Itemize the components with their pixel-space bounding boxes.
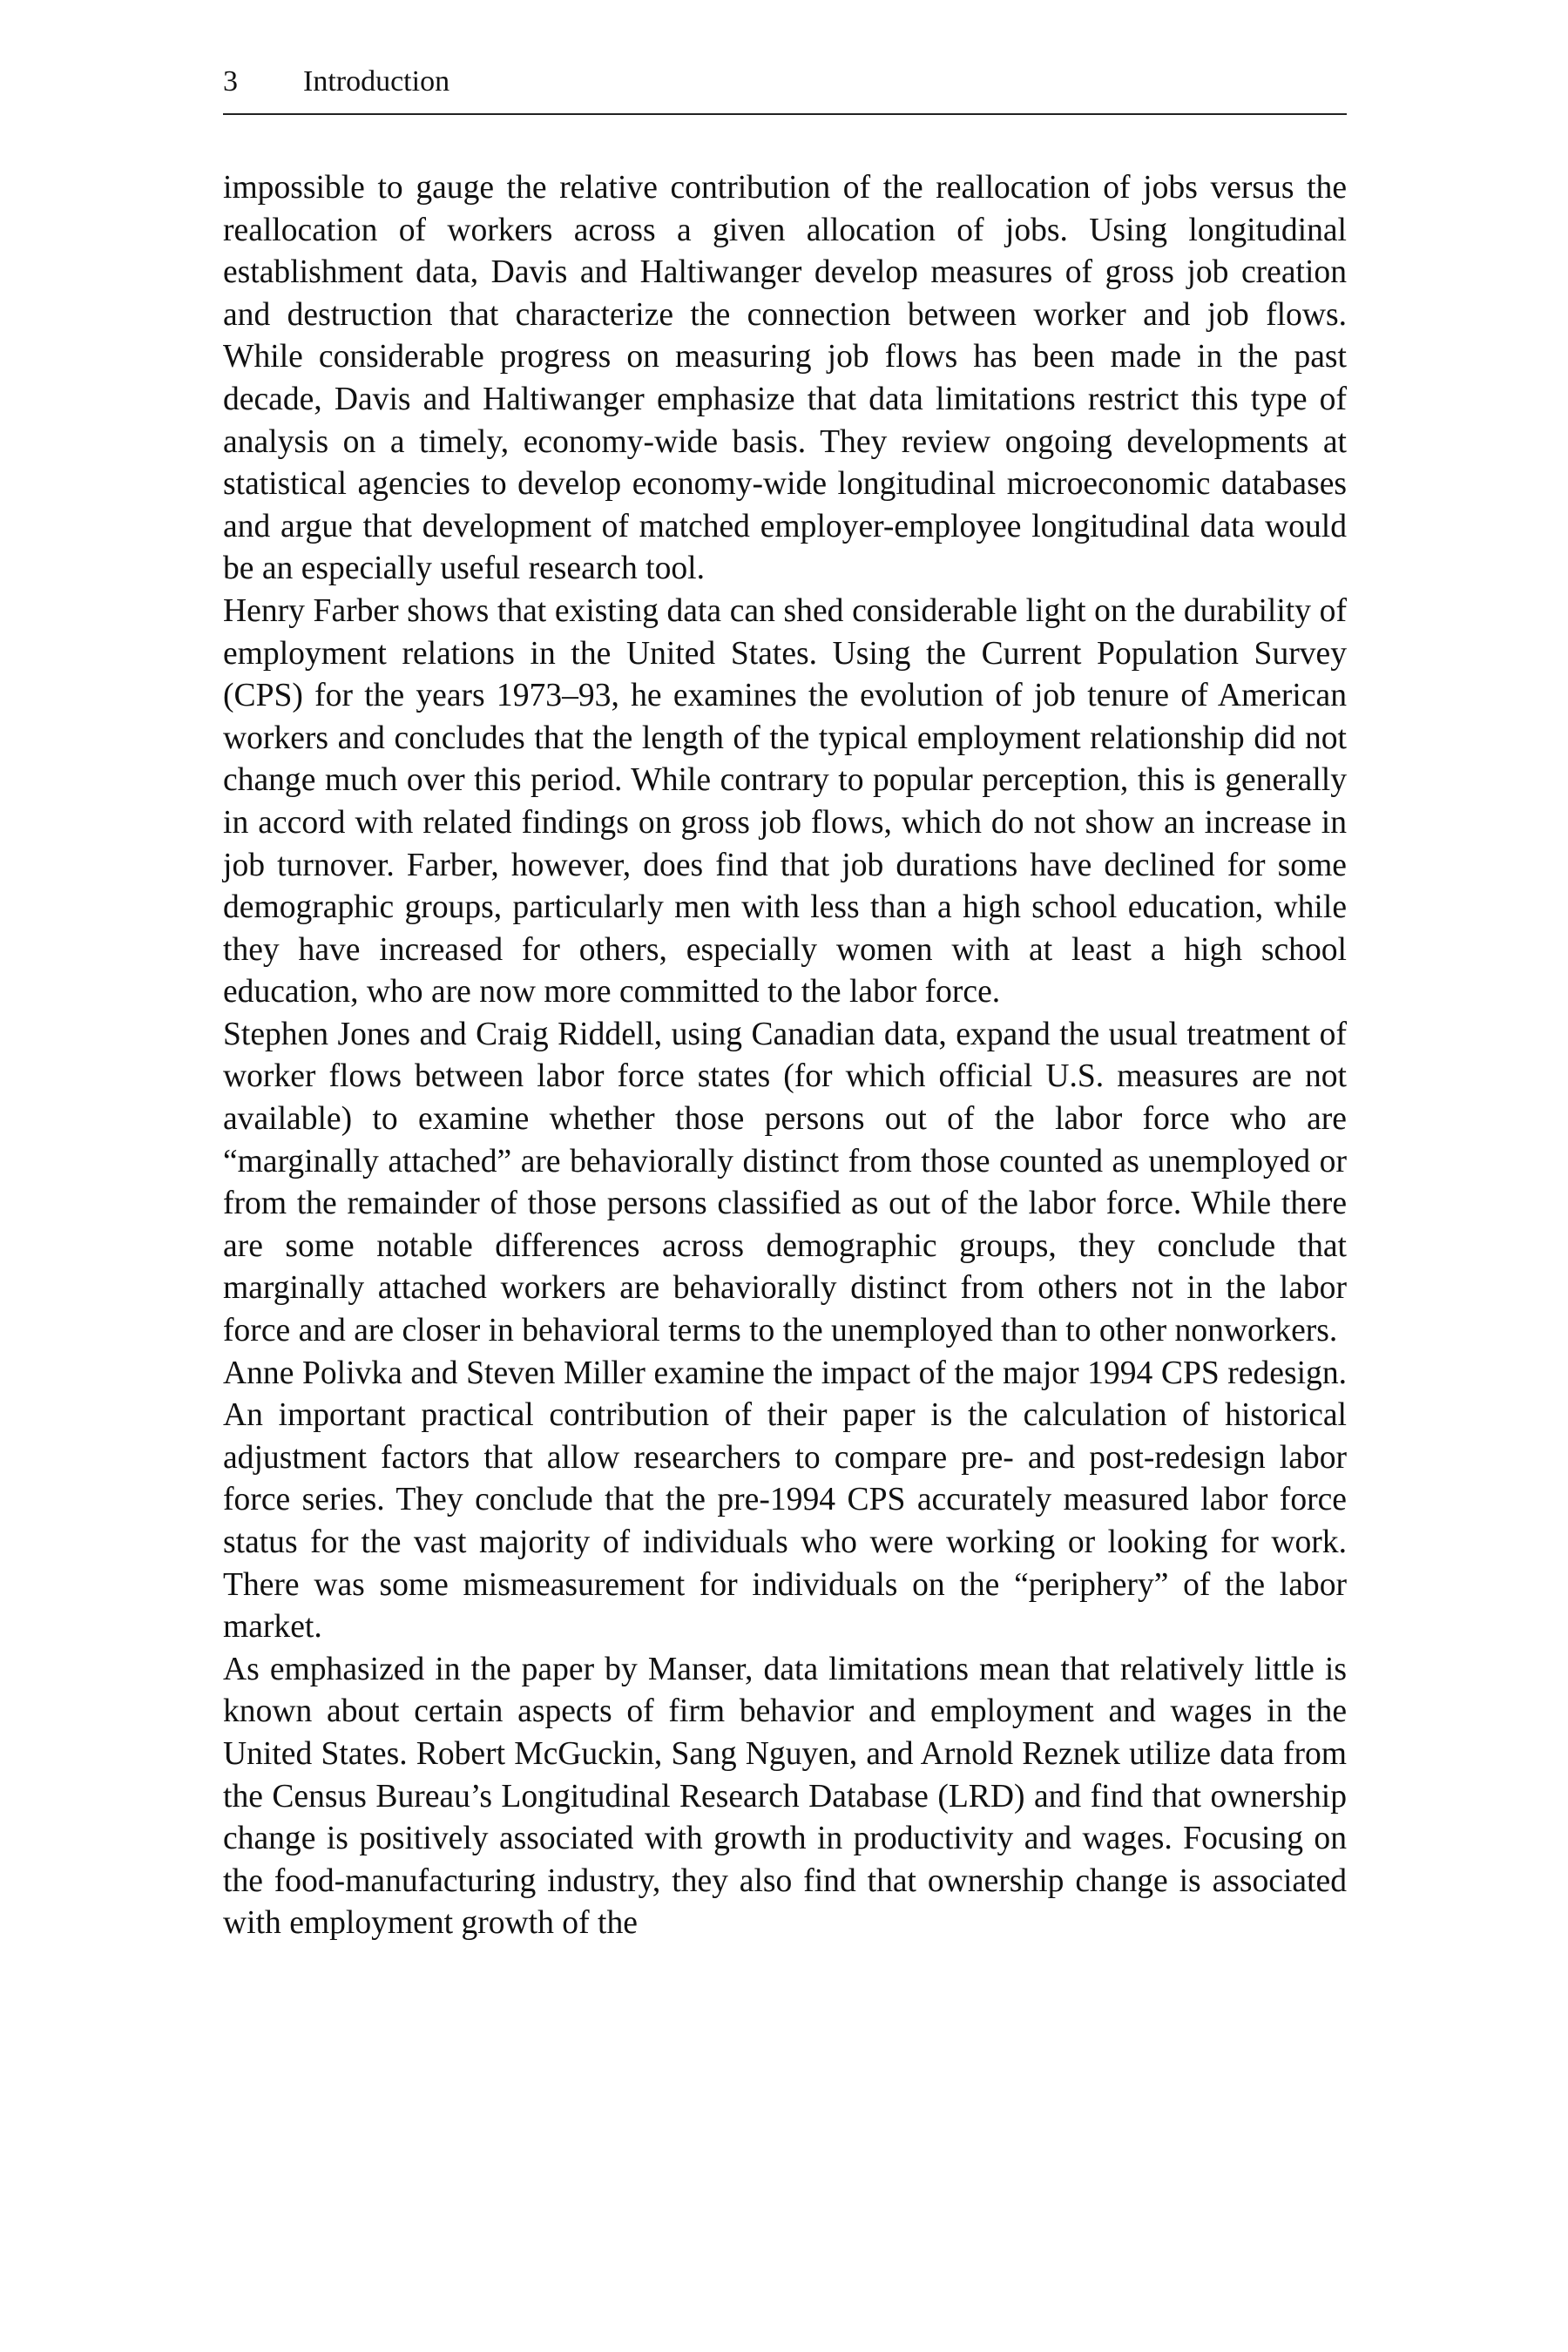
paragraph: Stephen Jones and Craig Riddell, using Canadian data, expand the usual treatment of worker flows between labor force states (for which official U.S. measures are not available) to examine whether those persons out of the labor force who are “marginally attached” are behaviorally distinct from those counted as unemployed or from the remainder of those persons classified as out of the labor force. While there are some notable differences across demographic groups, they conclude that marginally attached workers are behaviorally distinct from others not in the labor force and are closer in behavioral terms to the unemployed than to other nonworkers. [223,1016,1347,1349]
paragraph: Henry Farber shows that existing data can shed considerable light on the durability of employment relations in the United States. Using the Current Population Survey (CPS) for the years 1973–93, he examines the evolution of job tenure of American workers and concludes that the length of the typical employment relationship did not change much over this period. While contrary to popular perception, this is generally in accord with related findings on gross job flows, which do not show an increase in job turnover. Farber, however, does find that job durations have declined for some demographic groups, particularly men with less than a high school education, while they have increased for others, especially women with at least a high school education, who are now more committed to the labor force. [223,592,1347,1010]
paragraph: impossible to gauge the relative contribution of the reallocation of jobs versus the reallocation of workers across a given allocation of jobs. Using longitudinal establishment data, Davis and Haltiwanger develop measures of gross job creation and destruction that characterize the connection between worker and job flows. While considerable progress on measuring job flows has been made in the past decade, Davis and Haltiwanger emphasize that data limitations restrict this type of analysis on a timely, economy-wide basis. They review ongoing developments at statistical agencies to develop economy-wide longitudinal microeconomic databases and argue that development of matched employer-employee longitudinal data would be an especially useful research tool. [223,170,1347,587]
running-title: Introduction [303,65,450,98]
body-text [223,167,1347,1945]
running-head [223,63,1347,101]
paragraph: Anne Polivka and Steven Miller examine the impact of the major 1994 CPS redesign. An important practical contribution of their paper is the calculation of historical adjustment factors that allow researchers to compare pre- and post-redesign labor force series. They conclude that the pre-1994 CPS accurately measured labor force status for the vast majority of individuals who were working or looking for work. There was some mismeasurement for individuals on the “periphery” of the labor market. [223,1355,1347,1646]
page-number: 3 [223,65,238,98]
header-rule [223,113,1347,115]
paragraph: As emphasized in the paper by Manser, data limitations mean that relatively little is known about certain aspects of firm behavior and employment and wages in the United States. Robert McGuckin, Sang Nguyen, and Arnold Reznek utilize data from the Census Bureau’s Longitudinal Research Database (LRD) and find that ownership change is positively associated with growth in productivity and wages. Focusing on the food-manufacturing industry, they also find that ownership change is associated with employment growth of the [223,1651,1347,1942]
